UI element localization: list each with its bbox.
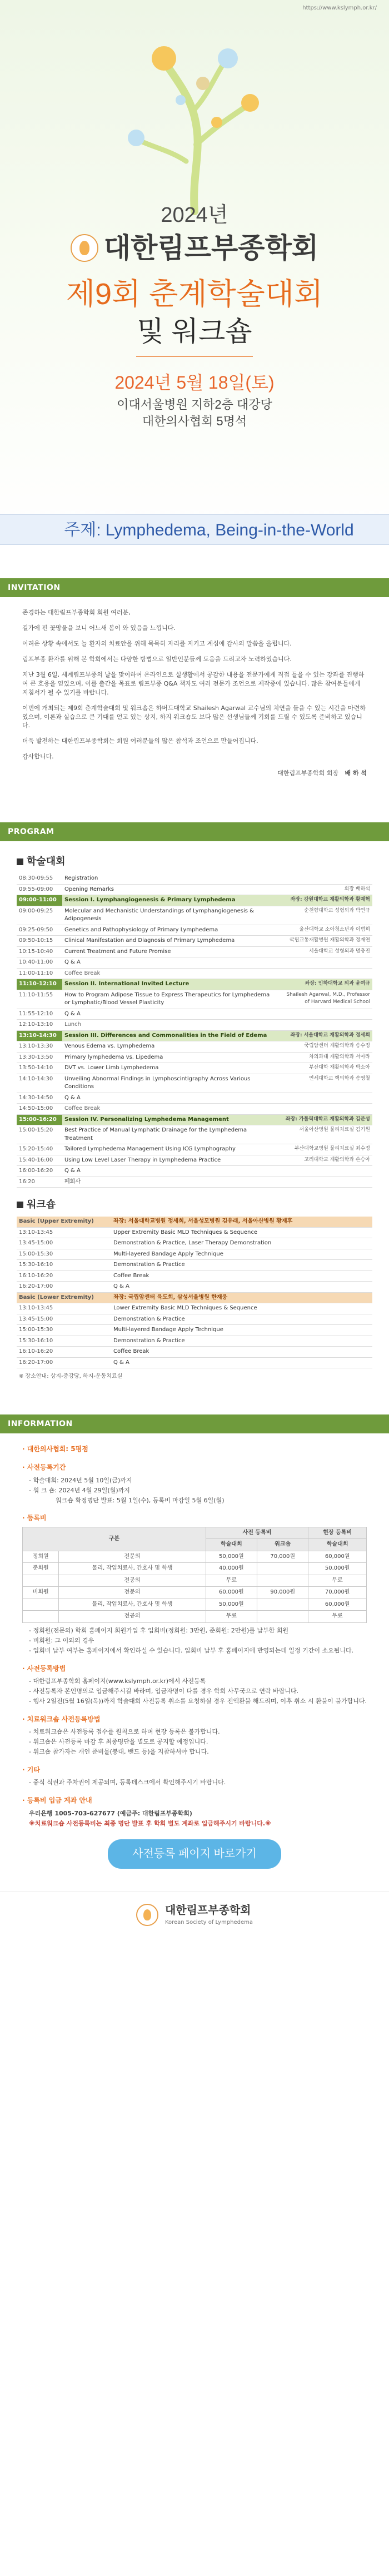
program-time: 10:40-11:00: [17, 957, 62, 969]
program-row: [17, 968, 372, 979]
society-logo-icon: [136, 1904, 158, 1926]
program-time: 08:30-09:55: [17, 873, 62, 884]
signature-name: 배 하 석: [345, 770, 367, 777]
workshop-title: Lower Extremity Basic MLD Techniques & Sequence: [111, 1303, 372, 1314]
program-title: Tailored Lymphedema Management Using ICG Lymphography: [62, 1144, 278, 1155]
program-chair: [278, 1020, 372, 1031]
invitation-paragraph: 림프부종 환자를 위해 본 학회에서는 다양한 방법으로 일반인분들께 도움을 드리고자 노력하였습니다.: [22, 655, 292, 663]
program-chair: 부산대학교병원 물리치료실 최수정: [278, 1144, 372, 1155]
etc-info: [22, 1765, 367, 1787]
invitation-paragraph: 지난 3월 6일, 세계림프부종의 날을 맞이하여 온라인으로 실생활에서 공감한 내용을 전문가에게 직접 들을 수 있는 강좌를 진행하여 큰 호응을 얻었으며, 이를 출간을 목표로 림프부종 Q&A 책자도 여러 전문가 조언으로 제작중에 있습니다. 많은 참여분들에게 지침서가 될 수 있기를 바랍니다.: [22, 671, 365, 696]
academic-title: [17, 855, 372, 869]
program-row: [17, 1093, 372, 1104]
square-bullet-icon: [17, 1202, 23, 1208]
program-time: 14:30-14:50: [17, 1093, 62, 1104]
society-name: 대한림프부종학회: [103, 232, 319, 264]
event-year: 2024년: [161, 204, 228, 227]
program-title: Lunch: [62, 1020, 278, 1031]
tree-illustration-icon: [119, 28, 270, 217]
event-date: 2024년 5월 18일(토): [114, 373, 275, 393]
method-info: [22, 1664, 367, 1706]
workshop-time: 15:00-15:30: [17, 1325, 111, 1336]
fee-row: [23, 1551, 367, 1563]
program-chair: [278, 1009, 372, 1020]
academic-title-text: 학술대회: [27, 856, 66, 868]
fee-cell: 50,000원: [206, 1599, 257, 1611]
session-row: [17, 895, 372, 906]
workshop-row: [17, 1347, 372, 1358]
fee-cell: [257, 1611, 308, 1623]
program-time: 09:00-09:25: [17, 906, 62, 925]
fee-cell: [23, 1611, 59, 1623]
program-title: Q & A: [62, 1093, 278, 1104]
registration-line: 워크숍 확정명단 발표: 5월 1일(수), 등록비 마감일 5월 6일(월): [56, 1496, 225, 1504]
workshop-row: [17, 1260, 372, 1271]
society-title-row: [0, 228, 389, 269]
physio-heading: · 치료워크숍 사전등록방법: [22, 1715, 101, 1723]
program-title: Venous Edema vs. Lymphedema: [62, 1041, 278, 1053]
program-body: [0, 841, 389, 1381]
fee-note: - 비회원: 그 이외의 경우: [29, 1636, 94, 1644]
workshop-title: Q & A: [111, 1282, 372, 1293]
program-title: Molecular and Mechanistic Understandings of Lymphangiogenesis & Adipogenesis: [62, 906, 278, 925]
workshop-title: Demonstration & Practice, Laser Therapy Demonstration: [111, 1238, 372, 1249]
program-title: Q & A: [62, 1166, 278, 1177]
theme-bar: [0, 514, 389, 545]
hero-divider: [136, 356, 253, 357]
workshop-time: 13:45-15:00: [17, 1314, 111, 1325]
fee-cell: 준회원: [23, 1563, 59, 1575]
program-chair: 서울대학교 성형외과 명충진: [278, 946, 372, 957]
workshop-title: Upper Extremity Basic MLD Techniques & Sequence: [111, 1227, 372, 1238]
workshop-title: Coffee Break: [111, 1270, 372, 1282]
fee-heading: · 등록비: [22, 1514, 47, 1522]
method-line: - 대한림프부종학회 홈페이지(www.kslymph.or.kr)에서 사전등록: [29, 1677, 206, 1685]
fee-col-header: 현장 등록비: [308, 1527, 367, 1539]
workshop-row: [17, 1227, 372, 1238]
program-title: Session I. Lymphangiogenesis & Primary Lymphedema: [62, 895, 278, 906]
fee-cell: 70,000원: [257, 1551, 308, 1563]
fee-cell: [23, 1599, 59, 1611]
fee-cell: 전문의: [59, 1551, 206, 1563]
fee-col-header: 사전 등록비: [206, 1527, 308, 1539]
academic-program-table: [17, 873, 372, 1188]
invitation-paragraph: 길가에 핀 꽃망울을 보니 어느새 봄이 와 있음을 느낍니다.: [22, 624, 176, 632]
workshop-track-row: [17, 1292, 372, 1303]
program-time: 16:20: [17, 1177, 62, 1188]
program-title: Registration: [62, 873, 278, 884]
fee-cell: 물리, 작업치료사, 간호사 및 학생: [59, 1599, 206, 1611]
fee-cell: 전문의: [59, 1587, 206, 1599]
program-time: 15:00-16:20: [17, 1114, 62, 1125]
program-row: [17, 884, 372, 895]
program-chair: 좌장: 강원대학교 재활의학과 황재혁: [278, 895, 372, 906]
information-header: INFORMATION: [0, 1414, 389, 1433]
fee-sub-header: 학술대회: [308, 1539, 367, 1551]
fee-cell: 70,000원: [308, 1587, 367, 1599]
program-row: [17, 936, 372, 947]
program-row: [17, 946, 372, 957]
program-chair: 서울아산병원 물리치료실 김기원: [278, 1125, 372, 1144]
workshop-time: 16:20-17:00: [17, 1357, 111, 1368]
credit-heading: · 대한의사협회: 5평점: [22, 1445, 88, 1453]
fee-cell: [257, 1575, 308, 1587]
workshop-time: 16:10-16:20: [17, 1270, 111, 1282]
bank-account: 우리은행 1005-703-627677 (예금주: 대한림프부종학회): [29, 1809, 192, 1817]
workshop-title: 좌장: 국립암센터 육도희, 삼성서울병원 한재웅: [111, 1292, 372, 1303]
physio-line: - 워크숍은 사전등록 마감 후 최종명단을 별도로 공지할 예정입니다.: [29, 1738, 208, 1746]
program-chair: 국립교통재활병원 재활의학과 정재연: [278, 936, 372, 947]
program-row: [17, 1177, 372, 1188]
program-title: Coffee Break: [62, 1104, 278, 1115]
method-heading: · 사전등록방법: [22, 1664, 66, 1672]
workshop-row: [17, 1249, 372, 1260]
program-chair: 좌장: 서울대학교 재활의학과 정세희: [278, 1030, 372, 1041]
fee-cell: [257, 1599, 308, 1611]
fee-cell: 40,000원: [206, 1563, 257, 1575]
workshop-title: Coffee Break: [111, 1347, 372, 1358]
program-row: [17, 990, 372, 1009]
physio-line: - 워크숍 참가자는 개인 준비물(붕대, 밴드 등)을 지참하셔야 합니다.: [29, 1748, 209, 1756]
footer-society-en: Korean Society of Lymphedema: [164, 1919, 253, 1926]
workshop-title: 및 워크숍: [137, 316, 252, 347]
program-title: DVT vs. Lower Limb Lymphedema: [62, 1063, 278, 1074]
workshop-row: [17, 1270, 372, 1282]
program-title: Opening Remarks: [62, 884, 278, 895]
fee-col-header: 구분: [23, 1527, 206, 1551]
workshop-row: [17, 1357, 372, 1368]
program-row: [17, 1166, 372, 1177]
fee-cell: [257, 1563, 308, 1575]
program-title: Unveiling Abnormal Findings in Lymphoscintigraphy Across Various Conditions: [62, 1074, 278, 1093]
fee-sub-header: 학술대회: [206, 1539, 257, 1551]
program-chair: Shailesh Agarwal, M.D., Professor of Harvard Medical School: [278, 990, 372, 1009]
program-chair: [278, 1093, 372, 1104]
program-time: 15:40-16:00: [17, 1155, 62, 1166]
event-venue: 이대서울병원 지하2층 대강당: [117, 398, 272, 411]
program-chair: [278, 968, 372, 979]
signature: [22, 769, 367, 778]
fee-cell: 60,000원: [308, 1551, 367, 1563]
workshop-row: [17, 1238, 372, 1249]
footer: [0, 1891, 389, 1939]
program-time: 13:30-13:50: [17, 1052, 62, 1063]
program-row: [17, 1009, 372, 1020]
fee-cell: 90,000원: [257, 1587, 308, 1599]
fee-cell: 60,000원: [206, 1587, 257, 1599]
fee-cell: 무료: [206, 1575, 257, 1587]
program-header: PROGRAM: [0, 822, 389, 841]
program-chair: [278, 1166, 372, 1177]
program-time: 11:55-12:10: [17, 1009, 62, 1020]
program-chair: [278, 1177, 372, 1188]
workshop-title-text: 워크숍: [27, 1199, 56, 1211]
program-time: 15:00-15:20: [17, 1125, 62, 1144]
invitation-paragraph: 감사합니다.: [22, 753, 54, 761]
workshop-track-row: [17, 1217, 372, 1227]
bank-heading: · 등록비 입금 계좌 안내: [22, 1796, 92, 1805]
program-time: 09:00-11:00: [17, 895, 62, 906]
program-row: [17, 1020, 372, 1031]
program-time: 15:20-15:40: [17, 1144, 62, 1155]
meeting-title: 제9회 춘계학술대회: [66, 277, 323, 311]
registration-period: [22, 1463, 367, 1505]
session-row: [17, 1114, 372, 1125]
method-line: - 행사 2일전(5월 16일(목))까지 학술대회 사전등록 취소를 요청하실 경우 전액환불 해드리며, 이후 취소 시 환불이 불가합니다.: [29, 1697, 367, 1705]
fee-table: [22, 1527, 367, 1623]
theme-text: 주제: Lymphedema, Being-in-the-World: [64, 521, 354, 539]
fee-note: - 입회비 납부 여부는 홈페이지에서 확인하실 수 있습니다. 입회비 납부 후 홈페이지에 반영되는데 일정 기간이 소요됩니다.: [29, 1646, 354, 1654]
registration-page-button[interactable]: 사전등록 페이지 바로가기: [108, 1839, 281, 1869]
workshop-row: [17, 1336, 372, 1347]
workshop-title: Demonstration & Practice: [111, 1336, 372, 1347]
program-row: [17, 1041, 372, 1053]
venue-note: ※ 장소안내: 상지-중강당, 하지-운동치료실: [19, 1373, 123, 1380]
invitation-paragraph: 어려운 상황 속에서도 늘 환자의 치료안을 위해 묵묵히 자리를 지키고 계심에 감사의 말씀을 올립니다.: [22, 639, 292, 647]
session-row: [17, 1030, 372, 1041]
program-title: Best Practice of Manual Lymphatic Drainage for the Lymphedema Treatment: [62, 1125, 278, 1144]
credit-info: [22, 1445, 367, 1454]
etc-heading: · 기타: [22, 1766, 40, 1774]
workshop-time: 13:10-13:45: [17, 1303, 111, 1314]
program-row: [17, 1104, 372, 1115]
hero-banner: [0, 0, 389, 545]
session-row: [17, 979, 372, 990]
fee-cell: [23, 1575, 59, 1587]
invitation-paragraph: 존경하는 대한림프부종학회 회원 여러분,: [22, 609, 131, 616]
invitation-body: [0, 597, 389, 789]
program-chair: [278, 957, 372, 969]
program-row: [17, 1074, 372, 1093]
fee-row: [23, 1611, 367, 1623]
program-chair: 순천향대학교 성형외과 박연규: [278, 906, 372, 925]
workshop-title: 좌장: 서울대학교병원 정세희, 서울성모병원 김유래, 서울아산병원 황재후: [111, 1217, 372, 1227]
program-time: 12:10-13:10: [17, 1020, 62, 1031]
program-time: 14:10-14:30: [17, 1074, 62, 1093]
program-chair: 국립암센터 재활의학과 송수정: [278, 1041, 372, 1053]
workshop-time: 15:00-15:30: [17, 1249, 111, 1260]
program-row: [17, 1125, 372, 1144]
program-chair: 고려대학교 재활의학과 손승아: [278, 1155, 372, 1166]
program-row: [17, 1144, 372, 1155]
workshop-row: [17, 1325, 372, 1336]
program-time: 09:55-09:00: [17, 884, 62, 895]
site-url[interactable]: https://www.kslymph.or.kr/: [302, 5, 377, 11]
program-title: Clinical Manifestation and Diagnosis of Primary Lymphedema: [62, 936, 278, 947]
workshop-time: Basic (Lower Extremity): [17, 1292, 111, 1303]
program-title: Coffee Break: [62, 968, 278, 979]
workshop-title: Multi-layered Bandage Apply Technique: [111, 1249, 372, 1260]
program-title: How to Program Adipose Tissue to Express Therapeutics for Lymphedema or Lymphatic/Blood Vessel Plasticity: [62, 990, 278, 1009]
bank-info: [22, 1796, 367, 1828]
etc-line: - 중식 식권과 주차권이 제공되며, 등록데스크에서 확인해주시기 바랍니다.: [29, 1779, 226, 1786]
program-time: 16:00-16:20: [17, 1166, 62, 1177]
method-line: - 사전등록자 본인명의로 입금해주시길 바라며, 입금자명이 다를 경우 학회 사무국으로 연락 바랍니다.: [29, 1687, 299, 1695]
program-title: 폐회사: [62, 1177, 278, 1188]
fee-cell: 50,000원: [308, 1563, 367, 1575]
fee-row: [23, 1587, 367, 1599]
program-title: Session III. Differences and Commonalities in the Field of Edema: [62, 1030, 278, 1041]
fee-row: [23, 1575, 367, 1587]
program-row: [17, 957, 372, 969]
program-time: 13:50-14:10: [17, 1063, 62, 1074]
invitation-paragraph: 더욱 발전하는 대한림프부종학회는 회원 여러분들의 많은 참석과 조언으로 만들어집니다.: [22, 737, 258, 745]
program-row: [17, 1155, 372, 1166]
program-row: [17, 906, 372, 925]
fee-row: [23, 1563, 367, 1575]
footer-society-name: 대한림프부종학회: [164, 1904, 251, 1917]
square-bullet-icon: [17, 858, 23, 865]
fee-cell: 비회원: [23, 1587, 59, 1599]
program-title: Session IV. Personalizing Lymphedema Management: [62, 1114, 278, 1125]
physio-info: [22, 1715, 367, 1756]
signature-label: 대한림프부종학회 회장: [277, 770, 338, 777]
program-title: Session II. International Invited Lecture: [62, 979, 278, 990]
bank-note: ※치료워크숍 사전등록비는 최종 명단 발표 후 학회 별도 계좌로 입금해주시기 바랍니다.※: [29, 1819, 271, 1827]
physio-line: - 치료워크숍은 사전등록 접수를 원칙으로 하며 현장 등록은 불가합니다.: [29, 1728, 220, 1736]
program-title: Primary lymphedema vs. Lipedema: [62, 1052, 278, 1063]
workshop-time: 13:10-13:45: [17, 1227, 111, 1238]
fee-cell: 60,000원: [308, 1599, 367, 1611]
program-title: Current Treatment and Future Promise: [62, 946, 278, 957]
workshop-title: Multi-layered Bandage Apply Technique: [111, 1325, 372, 1336]
program-row: [17, 1052, 372, 1063]
fee-cell: 무료: [206, 1611, 257, 1623]
workshop-title: Q & A: [111, 1357, 372, 1368]
program-title: Q & A: [62, 1009, 278, 1020]
workshop-time: 16:20-17:00: [17, 1282, 111, 1293]
program-chair: 연세대학교 핵의학과 송영철: [278, 1074, 372, 1093]
registration-line: - 학술대회: 2024년 5월 10일(금)까지: [29, 1476, 132, 1484]
registration-line: - 워 크 숍: 2024년 4월 29일(월)까지: [29, 1486, 130, 1494]
fee-cell: 정회원: [23, 1551, 59, 1563]
workshop-time: Basic (Upper Extremity): [17, 1217, 111, 1227]
program-chair: 부산대학 재활의학과 박소아: [278, 1063, 372, 1074]
program-row: [17, 925, 372, 936]
program-time: 09:50-10:15: [17, 936, 62, 947]
workshop-section-title: [17, 1198, 372, 1212]
workshop-row: [17, 1282, 372, 1293]
workshop-time: 16:10-16:20: [17, 1347, 111, 1358]
program-chair: 울산대학교 소아청소년과 이범희: [278, 925, 372, 936]
fee-cell: 50,000원: [206, 1551, 257, 1563]
cta-wrap: [22, 1839, 367, 1869]
fee-cell: 무료: [308, 1611, 367, 1623]
fee-sub-header: 워크숍: [257, 1539, 308, 1551]
program-chair: 회장 배하석: [278, 884, 372, 895]
program-row: [17, 873, 372, 884]
workshop-time: 13:45-15:00: [17, 1238, 111, 1249]
program-time: 09:25-09:50: [17, 925, 62, 936]
fee-cell: 전공의: [59, 1575, 206, 1587]
workshop-time: 15:30-16:10: [17, 1260, 111, 1271]
workshop-row: [17, 1303, 372, 1314]
program-chair: [278, 873, 372, 884]
event-credit: 대한의사협회 5명석: [142, 414, 247, 428]
program-title: Q & A: [62, 957, 278, 969]
workshop-time: 15:30-16:10: [17, 1336, 111, 1347]
program-time: 10:15-10:40: [17, 946, 62, 957]
fee-cell: 전공의: [59, 1611, 206, 1623]
program-chair: 차의과대 재활의학과 서아라: [278, 1052, 372, 1063]
fee-cell: 물리, 작업치료사, 간호사 및 학생: [59, 1563, 206, 1575]
fee-note: - 정회원(전문의) 학회 홈페이지 회원가입 후 입회비(정회원: 3만원, 준회원: 2만원)를 납부한 회원: [29, 1626, 289, 1634]
program-chair: [278, 1104, 372, 1115]
invitation-paragraph: 이번에 개최되는 제9회 춘계학술대회 및 워크숍은 하버드대학교 Shailesh Agarwal 교수님의 치연을 들을 수 있는 시간을 마련하였으며, 이론과 실습으로 큰 기대를 얻고 있는 상지, 하지 워크숍도 보다 많은 선생님들께 기회를 드릴 수 있도록 준비하고 있습니다.: [22, 704, 366, 729]
program-time: 11:10-12:10: [17, 979, 62, 990]
program-time: 14:50-15:00: [17, 1104, 62, 1115]
fee-cell: 무료: [308, 1575, 367, 1587]
program-title: Genetics and Pathophysiology of Primary Lymphedema: [62, 925, 278, 936]
workshop-title: Demonstration & Practice: [111, 1314, 372, 1325]
fee-row: [23, 1599, 367, 1611]
program-row: [17, 1063, 372, 1074]
workshop-title: Demonstration & Practice: [111, 1260, 372, 1271]
program-time: 11:00-11:10: [17, 968, 62, 979]
society-logo-icon: [71, 234, 98, 262]
program-time: 13:10-14:30: [17, 1030, 62, 1041]
workshop-program-table: [17, 1217, 372, 1368]
invitation-header: INVITATION: [0, 578, 389, 597]
program-time: 13:10-13:30: [17, 1041, 62, 1053]
program-chair: 좌장: 인하대학교 외과 윤여규: [278, 979, 372, 990]
fee-info: [22, 1513, 367, 1655]
information-body: [0, 1433, 389, 1891]
program-chair: 좌장: 가톨릭대학교 재활의학과 김준성: [278, 1114, 372, 1125]
program-title: Using Low Level Laser Therapy in Lymphedema Practice: [62, 1155, 278, 1166]
program-time: 11:10-11:55: [17, 990, 62, 1009]
registration-heading: · 사전등록기간: [22, 1463, 66, 1472]
workshop-row: [17, 1314, 372, 1325]
